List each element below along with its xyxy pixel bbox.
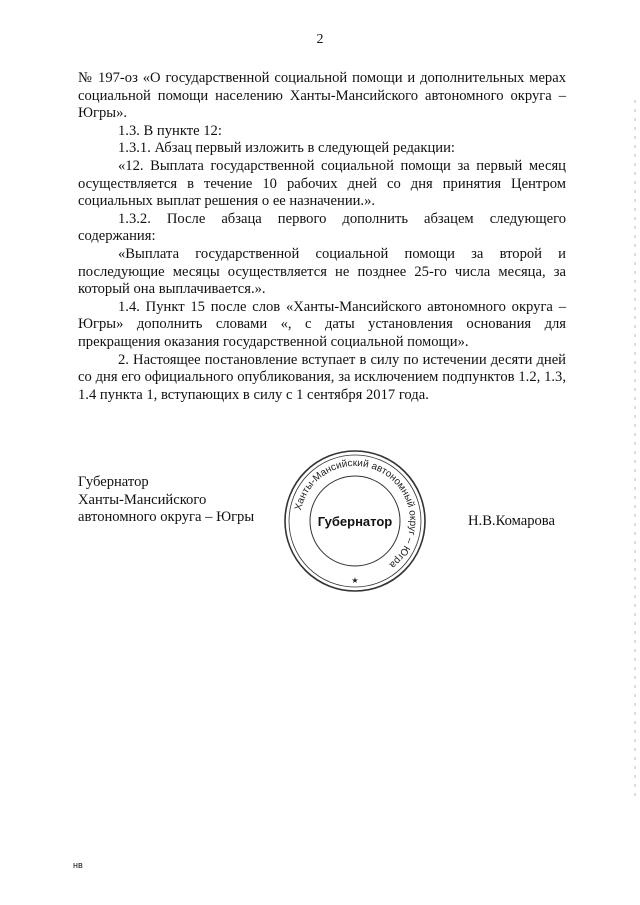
paragraph: 1.3. В пункте 12: <box>118 122 222 139</box>
signature-title-block <box>78 474 254 527</box>
paragraph: «Выплата государственной социальной помощи за второй и последующие месяцы осуществляется не позднее 25-го числа месяца, за который она выплачивается.». <box>78 245 566 298</box>
signature-title-line: Губернатор <box>78 474 149 490</box>
paragraph: 2. Настоящее постановление вступает в силу по истечении десяти дней со дня его официального опубликования, за исключением подпунктов 1.2, 1.3, 1.4 пункта 1, вступающих в силу с 1 сентября 2017 года. <box>78 351 566 403</box>
signature-title-line: Ханты-Мансийского <box>78 491 207 508</box>
document-body <box>78 70 566 404</box>
paragraph: 1.3.2. После абзаца первого дополнить абзацем следующего содержания: <box>78 210 566 245</box>
paragraph: 1.3.1. Абзац первый изложить в следующей редакции: <box>118 140 455 157</box>
footer-code: нв <box>73 860 83 870</box>
signature-title-line: автономного округа – Югры <box>78 509 255 526</box>
paragraph: № 197-оз «О государственной социальной помощи и дополнительных мерах социальной помощи населению Ханты-Мансийского автономного округа – Югры». <box>78 70 566 122</box>
signer-name: Н.В.Комарова <box>468 513 555 529</box>
seal-center-text: Губернатор <box>317 514 393 529</box>
paragraph: 1.4. Пункт 15 после слов «Ханты-Мансийского автономного округа – Югры» дополнить словами «, с даты установления основания для прекращения оказания государственной социальной помощи». <box>78 298 566 350</box>
page-number: 2 <box>316 32 324 47</box>
official-seal <box>282 448 428 594</box>
scan-edge-mark <box>634 100 636 800</box>
seal-ring-text: Ханты-Мансийский автономный округ – Югра <box>293 457 419 571</box>
seal-star-icon: ★ <box>351 576 359 585</box>
paragraph: «12. Выплата государственной социальной помощи за первый месяц осуществляется в течение 10 рабочих дней со дня принятия Центром социальных выплат решения о ее назначении.». <box>78 157 566 210</box>
